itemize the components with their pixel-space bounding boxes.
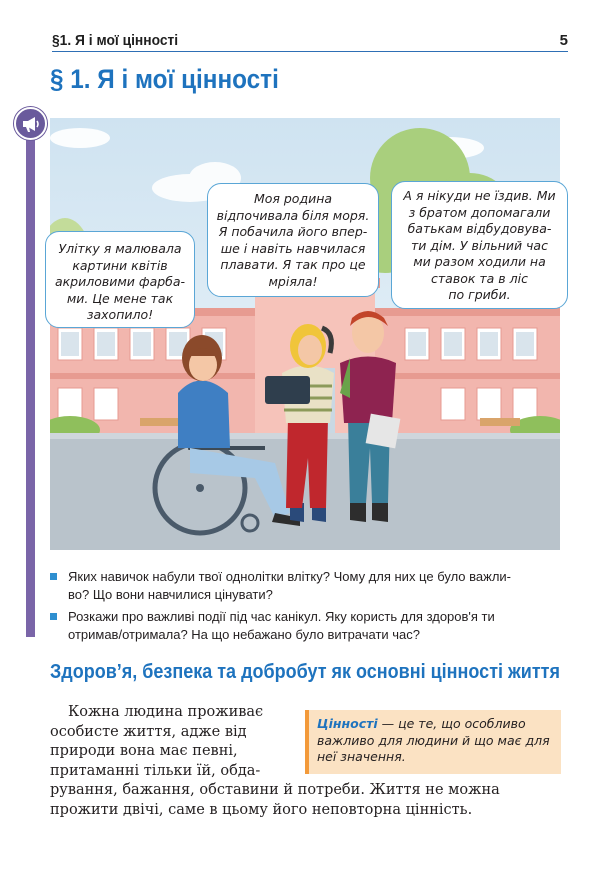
chapter-title: § 1. Я і мої цінності: [50, 64, 279, 94]
question-item: [50, 568, 562, 604]
running-head: [52, 30, 568, 52]
bubble-line: батькам відбудовува-: [407, 221, 552, 236]
bubble-line: ми разом ходили на: [413, 254, 546, 269]
question-item: [50, 608, 562, 644]
bubble-line: акриловими фарба-: [54, 274, 186, 289]
bubble-line: ми. Це мене так: [66, 290, 174, 306]
definition-line: — це те, що особливо: [377, 716, 526, 731]
bubble-line: по гриби.: [448, 287, 511, 302]
megaphone-icon: [21, 115, 41, 133]
page-number: 5: [559, 32, 568, 49]
bubble-line: захопило!: [86, 307, 154, 322]
definition-line: неї значення.: [317, 749, 406, 764]
bubble-line: картини квітів: [72, 257, 168, 273]
bubble-line: ти дім. У вільний час: [411, 237, 548, 253]
megaphone-badge: [14, 107, 47, 140]
bubble-line: ставок та в ліс: [431, 270, 528, 286]
bubble-line: з братом допомагали: [408, 204, 551, 220]
speech-bubble-1: [45, 231, 195, 328]
bubble-line: Моя родина: [253, 191, 333, 206]
question-line: Яких навичок набули твої однолітки влітку? Чому для них це було важли-: [68, 569, 512, 584]
bubble-line: А я нікуди не їздив. Ми: [403, 188, 556, 203]
running-title: §1. Я і мої цінності: [52, 32, 179, 49]
definition-box: [305, 710, 561, 774]
definition-term: Цінності: [317, 716, 378, 731]
body-line: прожити двічі, саме в цьому його неповторна цінність.: [50, 801, 473, 818]
question-line: во? Що вони навчилися цінувати?: [68, 587, 273, 602]
body-line: природи вона має певні,: [50, 743, 238, 759]
bubble-line: Я побачила його впер-: [218, 224, 368, 239]
question-list: [50, 568, 562, 648]
bubble-line: ше і навіть навчилася: [220, 240, 366, 256]
bubble-line: Улітку я малювала: [58, 241, 182, 256]
definition-line: важливо для людини й що має для: [317, 732, 550, 748]
body-line: притаманні тільки їй, обда-: [50, 762, 261, 779]
question-line: Розкажи про важливі події під час канікул. Яку користь для здоров'я ти: [68, 609, 495, 624]
question-line: отримав/отримала? На що небажано було витрачати час?: [68, 627, 421, 642]
side-bar: [26, 134, 35, 637]
speech-bubble-2: [207, 183, 379, 297]
body-line: рування, бажання, обставини й потреби. Життя не можна: [50, 782, 500, 798]
speech-bubble-3: [391, 181, 568, 309]
square-bullet-icon: [50, 573, 57, 580]
body-line: особисте життя, адже від: [50, 723, 247, 740]
bubble-line: мріяла!: [268, 273, 318, 289]
body-line: Кожна людина проживає: [68, 704, 264, 720]
bubble-line: плавати. Я так про це: [220, 257, 366, 272]
bubble-line: відпочивала біля моря.: [216, 207, 370, 223]
square-bullet-icon: [50, 613, 57, 620]
section-heading: Здоров’я, безпека та добробут як основні цінності життя: [50, 661, 560, 683]
